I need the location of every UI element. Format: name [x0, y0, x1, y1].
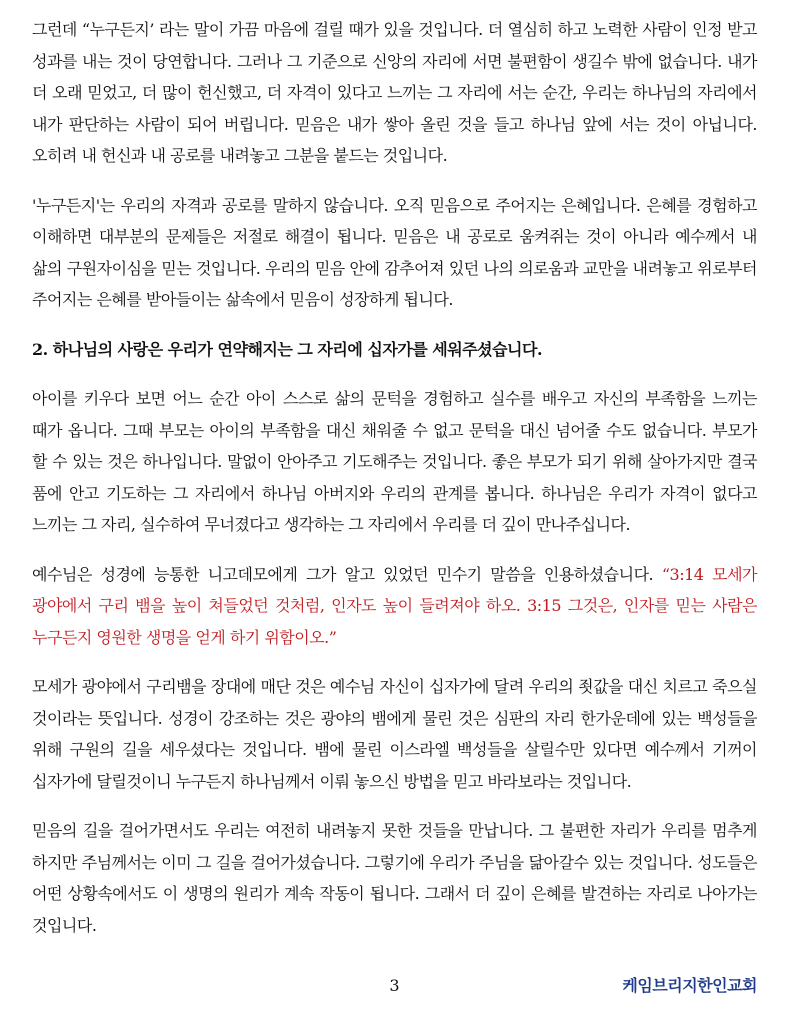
scripture-quote: “3:14 모세가 광야에서 구리 뱀을 높이 쳐들었던 것처럼, 인자도 높이 들려져야 하오. 3:15 그것은, 인자를 믿는 사람은 누구든지 영원한 생명을 얻게 하기 위함이오.” — [32, 564, 757, 647]
page-footer — [32, 972, 757, 1000]
page-number: 3 — [389, 976, 400, 995]
paragraph-4-intro: 예수님은 성경에 능통한 니고데모에게 그가 알고 있었던 민수기 말씀을 인용하셨습니다. — [32, 564, 662, 584]
paragraph-2: '누구든지'는 우리의 자격과 공로를 말하지 않습니다. 오직 믿음으로 주어지는 은혜입니다. 은혜를 경험하고 이해하면 대부분의 문제들은 저절로 해결이 됩니다. 믿음은 내 공로로 움켜쥐는 것이 아니라 예수께서 내 삶의 구원자이심을 믿는 것입니다. 우리의 믿음 안에 감추어져 있던 나의 의로움과 교만을 내려놓고 위로부터 주어지는 은혜를 받아들이는 삶속에서 믿음이 성장하게 됩니다. — [32, 195, 757, 309]
paragraph-1: 그런데 “누구든지’ 라는 말이 가끔 마음에 걸릴 때가 있을 것입니다. 더 열심히 하고 노력한 사람이 인정 받고 성과를 내는 것이 당연합니다. 그러나 그 기준으로 신앙의 자리에 서면 불편함이 생길수 밖에 없습니다. 내가 더 오래 믿었고, 더 많이 헌신했고, 더 자격이 있다고 느끼는 그 자리에 서는 순간, 우리는 하나님의 자리에서 내가 판단하는 사람이 되어 버립니다. 믿음은 내가 쌓아 올린 것을 들고 하나님 앞에 서는 것이 아닙니다. 오히려 내 헌신과 내 공로를 내려놓고 그분을 붙드는 것입니다. — [32, 20, 757, 165]
paragraph-4 — [32, 559, 757, 654]
section-heading: 2. 하나님의 사랑은 우리가 연약해지는 그 자리에 십자가를 세워주셨습니다. — [32, 339, 543, 359]
church-name: 케임브리지한인교회 — [622, 976, 757, 995]
paragraph-6: 믿음의 길을 걸어가면서도 우리는 여전히 내려놓지 못한 것들을 만납니다. 그 불편한 자리가 우리를 멈추게 하지만 주님께서는 이미 그 길을 걸어가셨습니다. 그렇기에 우리가 주님을 닮아갈수 있는 것입니다. 성도들은 어떤 상황속에서도 이 생명의 원리가 계속 작동이 됩니다. 그래서 더 깊이 은혜를 발견하는 자리로 나아가는 것입니다. — [32, 821, 757, 935]
paragraph-5: 모세가 광야에서 구리뱀을 장대에 매단 것은 예수님 자신이 십자가에 달려 우리의 죗값을 대신 치르고 죽으실 것이라는 뜻입니다. 성경이 강조하는 것은 광야의 뱀에게 물린 것은 심판의 자리 한가운데에 있는 백성들을 위해 구원의 길을 세우셨다는 것입니다. 뱀에 물린 이스라엘 백성들을 살릴수만 있다면 예수께서 기꺼이 십자가에 달릴것이니 누구든지 하나님께서 이뤄 놓으신 방법을 믿고 바라보라는 것입니다. — [32, 677, 757, 791]
paragraph-3: 아이를 키우다 보면 어느 순간 아이 스스로 삶의 문턱을 경험하고 실수를 배우고 자신의 부족함을 느끼는 때가 옵니다. 그때 부모는 아이의 부족함을 대신 채워줄 수 없고 문턱을 대신 넘어줄 수도 없습니다. 부모가 할 수 있는 것은 하나입니다. 말없이 안아주고 기도해주는 것입니다. 좋은 부모가 되기 위해 살아가지만 결국 품에 안고 기도하는 그 자리에서 하나님 아버지와 우리의 관계를 봅니다. 하나님은 우리가 자격이 없다고 느끼는 그 자리, 실수하여 무너졌다고 생각하는 그 자리에서 우리를 더 깊이 만나주십니다. — [32, 389, 757, 534]
